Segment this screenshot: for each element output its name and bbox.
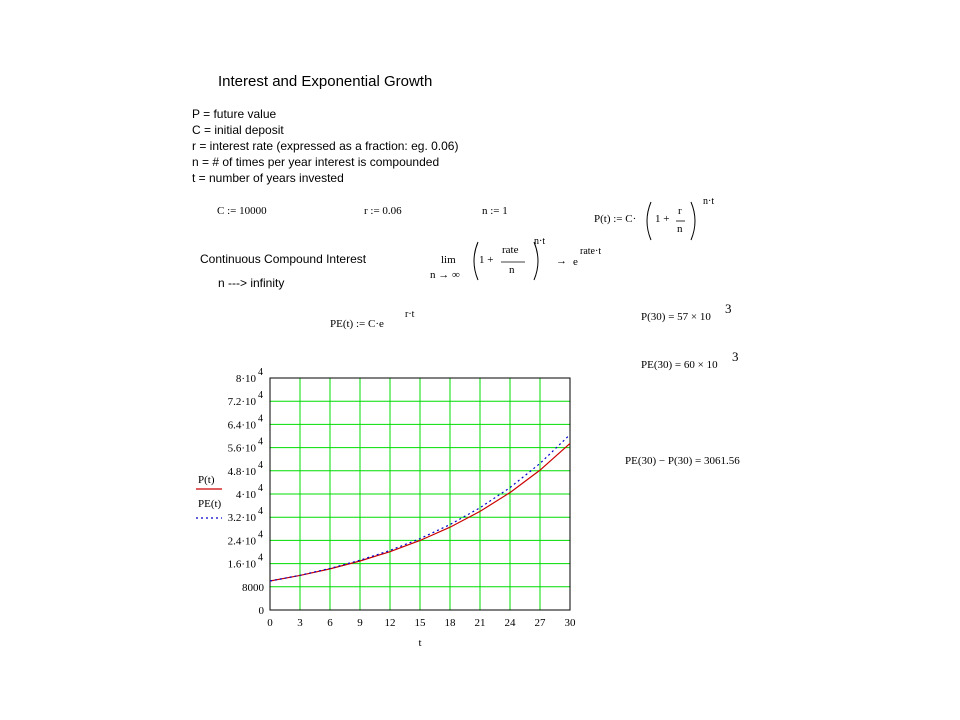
result-pe30: PE(30) = 60 × 10 xyxy=(641,359,718,371)
x-tick-label: 30 xyxy=(564,617,576,629)
y-tick-exponent: 4 xyxy=(258,552,263,564)
formula-p-brackets xyxy=(641,198,701,244)
page-title: Interest and Exponential Growth xyxy=(218,73,433,90)
x-tick-label: 9 xyxy=(357,617,363,629)
y-tick-label: 6.4·10 xyxy=(227,419,256,432)
limit-lim: lim xyxy=(441,254,456,266)
definition-item: r = interest rate (expressed as a fraction: eg. 0.06) xyxy=(192,139,459,153)
limit-arrow: → xyxy=(556,255,567,267)
definition-item: C = initial deposit xyxy=(192,123,284,137)
formula-pe: PE(t) := C·e xyxy=(330,318,384,330)
legend-label-pe: PE(t) xyxy=(198,498,222,510)
limit-den: n xyxy=(509,264,515,276)
x-tick-label: 3 xyxy=(297,617,303,629)
y-tick-labels xyxy=(228,367,265,617)
definition-item: n = # of times per year interest is compounded xyxy=(192,155,440,169)
legend-label-p: P(t) xyxy=(198,474,215,486)
y-tick-label: 2.4·10 xyxy=(227,535,256,548)
formula-pe-exp: r·t xyxy=(405,309,415,320)
x-axis-label: t xyxy=(418,637,422,649)
limit-sub: n → ∞ xyxy=(430,269,460,281)
x-tick-label: 24 xyxy=(504,617,516,629)
y-tick-label: 7.2·10 xyxy=(227,396,256,409)
formula-p-exp: n·t xyxy=(703,196,715,207)
limit-exp: n·t xyxy=(534,236,546,247)
x-tick-labels xyxy=(267,617,576,629)
limit-num: rate xyxy=(502,244,519,256)
limit-formula xyxy=(428,234,618,284)
y-tick-label: 1.6·10 xyxy=(227,558,256,571)
y-tick-exponent: 4 xyxy=(258,367,263,378)
result-pe30-exp: 3 xyxy=(732,349,739,364)
y-tick-label: 4.8·10 xyxy=(227,465,256,478)
formula-p-one-plus: 1 + xyxy=(655,213,670,225)
x-tick-label: 15 xyxy=(414,617,426,629)
x-tick-label: 21 xyxy=(474,617,486,629)
limit-e: e xyxy=(573,256,578,268)
formula-p-den: n xyxy=(677,223,683,235)
limit-e-exp: rate·t xyxy=(580,246,602,257)
y-tick-label: 8000 xyxy=(242,581,264,594)
result-p30-exp: 3 xyxy=(725,301,732,316)
y-tick-label: 8·10 xyxy=(235,373,256,385)
y-tick-label: 5.6·10 xyxy=(227,442,256,455)
y-tick-label: 3.2·10 xyxy=(227,512,256,525)
y-tick-exponent: 4 xyxy=(258,506,263,518)
growth-chart xyxy=(180,360,600,660)
continuous-note: n ---> infinity xyxy=(218,276,285,290)
assignment-n: n := 1 xyxy=(482,205,508,217)
assignment-r: r := 0.06 xyxy=(364,205,402,217)
x-tick-label: 27 xyxy=(534,617,546,629)
result-difference: PE(30) − P(30) = 3061.56 xyxy=(625,455,740,467)
y-tick-exponent: 4 xyxy=(258,483,263,494)
y-tick-label: 4·10 xyxy=(235,489,256,501)
y-tick-exponent: 4 xyxy=(258,413,263,425)
x-tick-label: 6 xyxy=(327,617,333,629)
y-tick-exponent: 4 xyxy=(258,390,263,402)
limit-one-plus: 1 + xyxy=(479,254,494,266)
continuous-label: Continuous Compound Interest xyxy=(200,252,367,266)
definition-item: t = number of years invested xyxy=(192,171,344,185)
x-tick-label: 18 xyxy=(444,617,456,629)
chart-grid xyxy=(270,378,570,610)
formula-p-lhs: P(t) := C· xyxy=(594,213,637,225)
x-tick-label: 12 xyxy=(384,617,396,629)
legend xyxy=(196,474,222,518)
y-tick-exponent: 4 xyxy=(258,459,263,471)
formula-p-num: r xyxy=(678,205,682,217)
definitions-list xyxy=(192,106,458,186)
assignment-c: C := 10000 xyxy=(217,205,267,217)
result-p30: P(30) = 57 × 10 xyxy=(641,311,711,323)
definition-item: P = future value xyxy=(192,107,277,121)
y-tick-label: 0 xyxy=(258,605,264,617)
y-tick-exponent: 4 xyxy=(258,436,263,448)
y-tick-exponent: 4 xyxy=(258,529,263,541)
x-tick-label: 0 xyxy=(267,617,273,629)
